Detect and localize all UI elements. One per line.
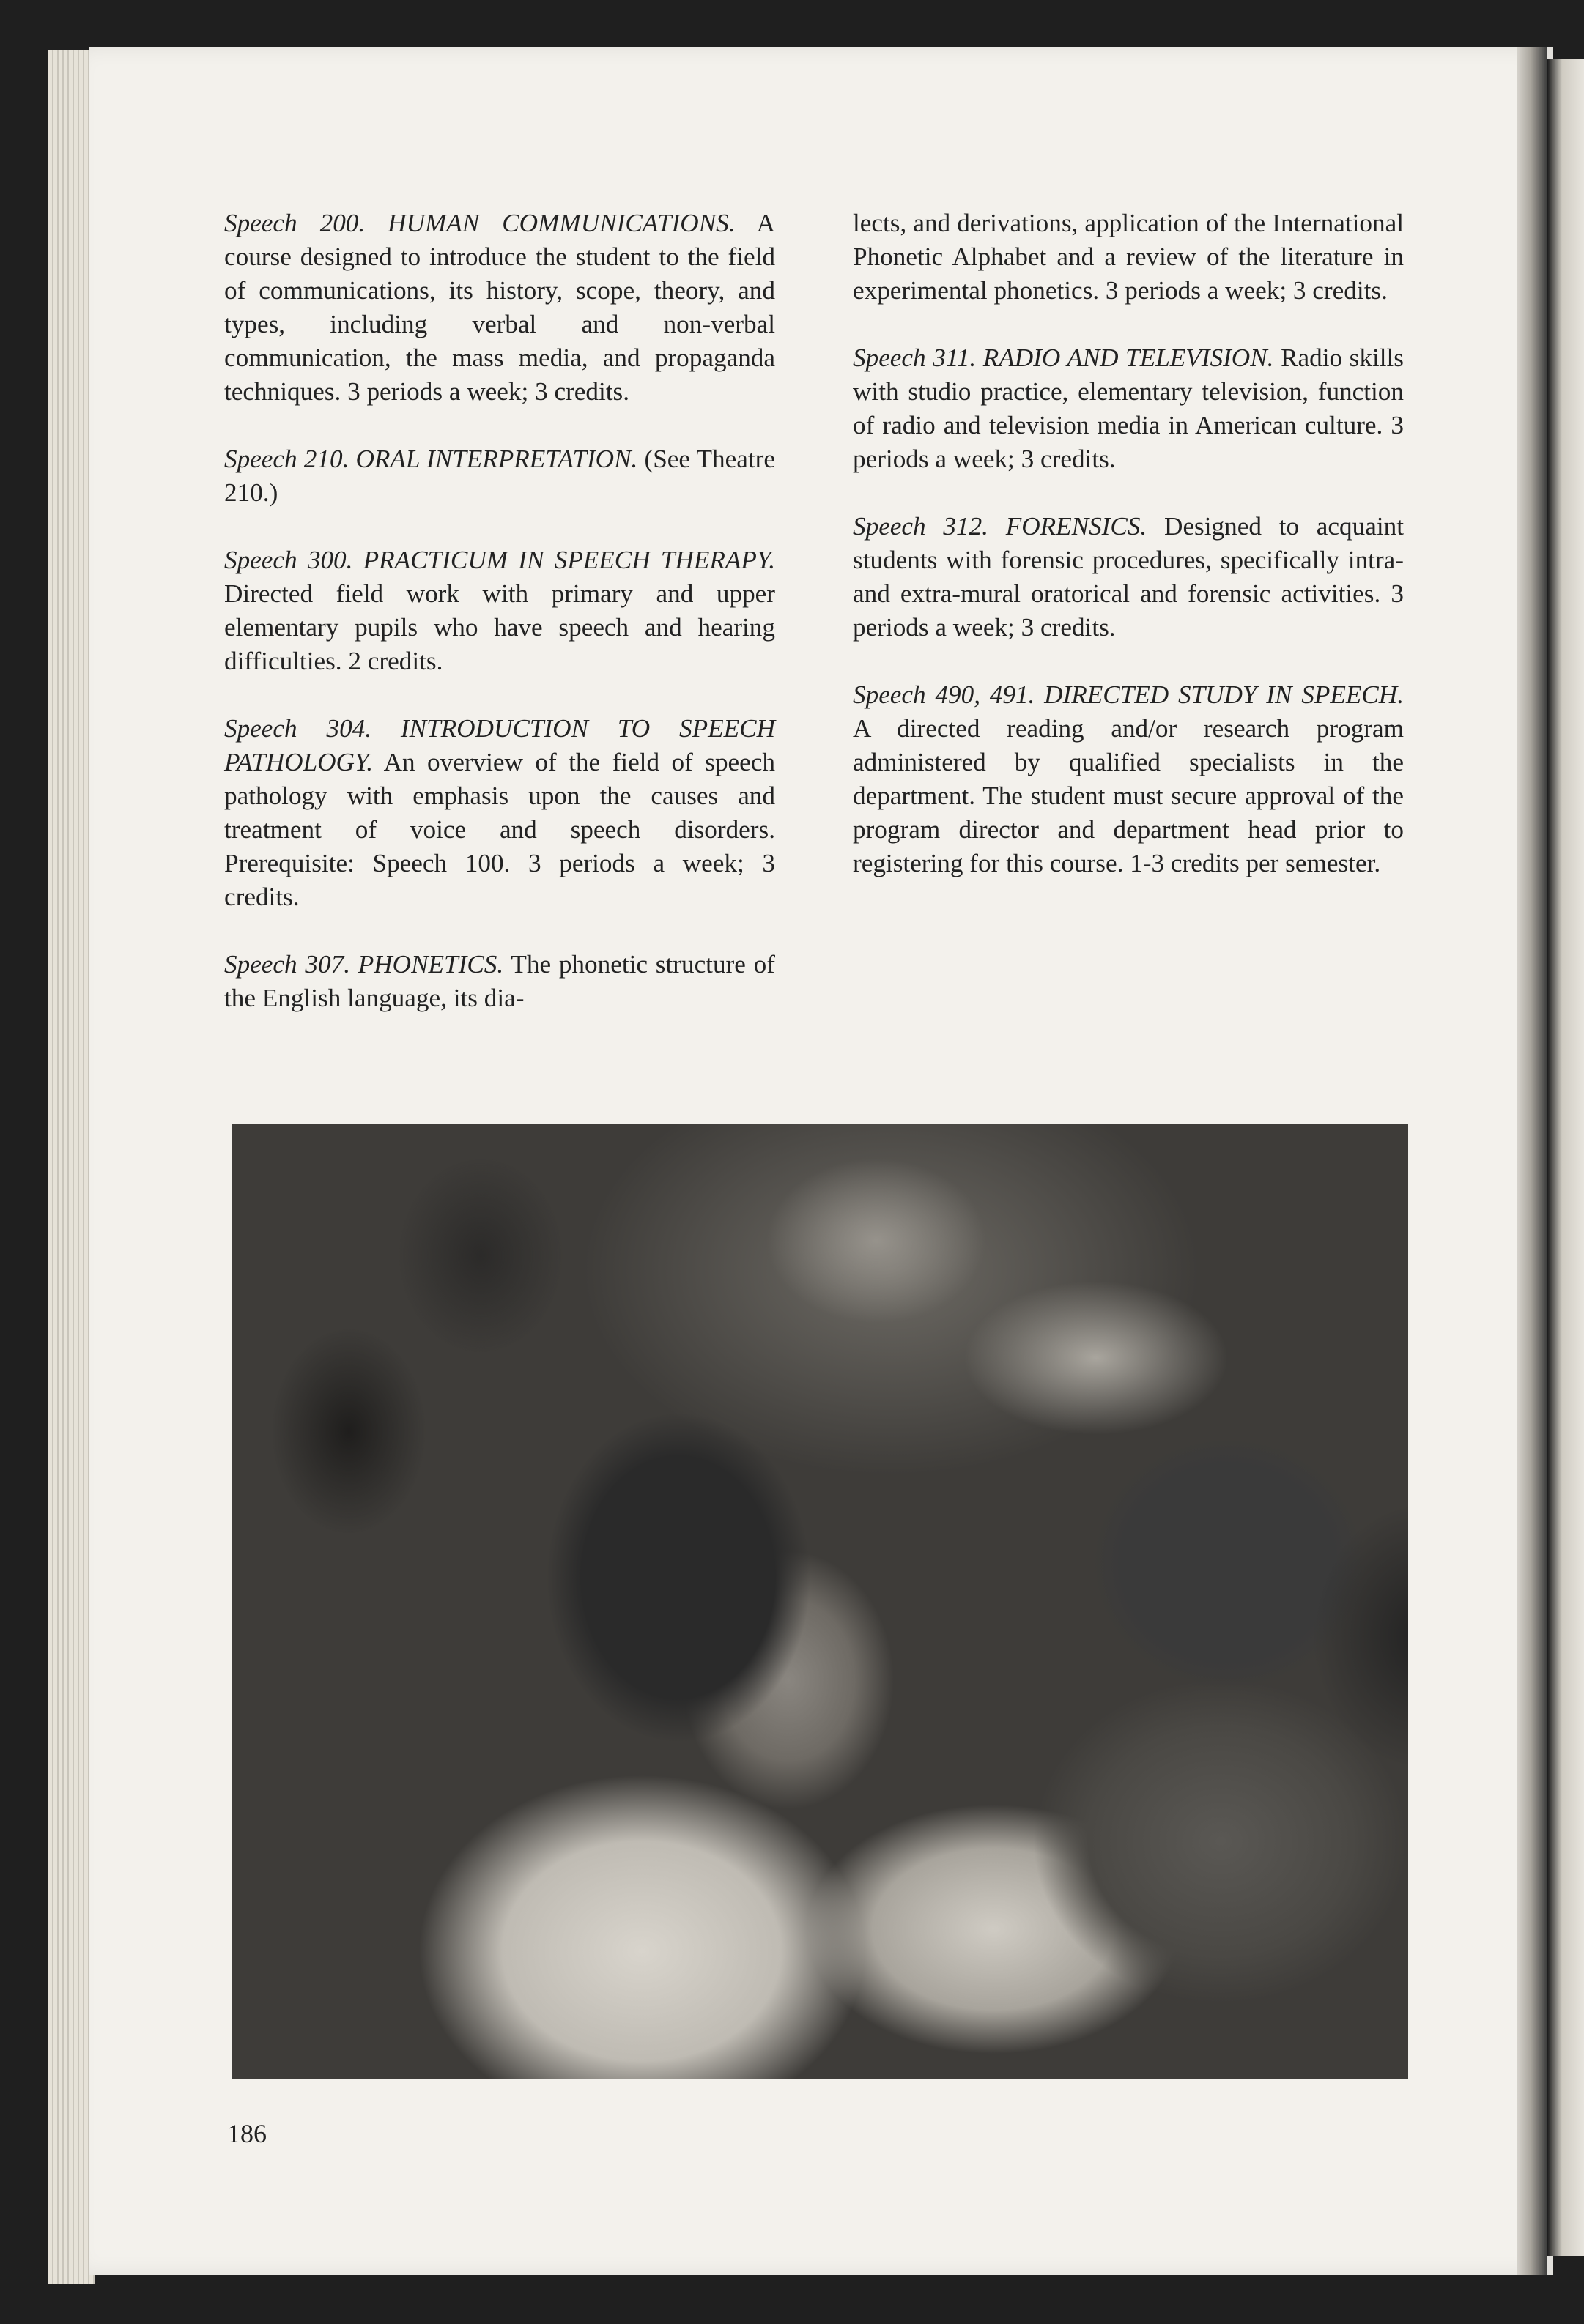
course-entry-speech-300	[224, 543, 775, 678]
course-description: (See Theatre 210.)	[224, 445, 775, 507]
course-description: The phonetic structure of the English language, its dia-	[224, 950, 775, 1012]
course-description: lects, and derivations, application of the International Phonetic Alphabet and a review of the literature in experimental phonetics. 3 periods a week; 3 credits.	[853, 209, 1404, 305]
course-description: A course designed to introduce the student to the field of communications, its history, scope, theory, and types, including verbal and non-verbal communication, the mass media, and propaganda techniques. 3 periods a week; 3 credits.	[224, 209, 775, 406]
speech-therapy-photograph	[232, 1124, 1408, 2079]
course-title: Speech 307. PHONETICS.	[224, 950, 504, 979]
course-entry-speech-200	[224, 207, 775, 409]
course-title: Speech 490, 491. DIRECTED STUDY IN SPEECH.	[853, 680, 1404, 709]
course-description: A directed reading and/or research program administered by qualified specialists in the department. The student must secure approval of the program director and department head prior to registering for this course. 1-3 credits per semester.	[853, 714, 1404, 877]
course-title: Speech 312. FORENSICS.	[853, 512, 1147, 541]
course-entry-speech-490-491	[853, 678, 1404, 880]
course-entry-speech-304	[224, 712, 775, 914]
course-description: Directed field work with primary and upper elementary pupils who have speech and hearing difficulties. 2 credits.	[224, 579, 775, 675]
course-title: Speech 300. PRACTICUM IN SPEECH THERAPY.	[224, 546, 775, 574]
photo-background-figures	[232, 1124, 1408, 2079]
right-column	[853, 207, 1404, 914]
course-entry-speech-210	[224, 442, 775, 510]
binding-gutter	[1517, 47, 1547, 2275]
page-number: 186	[227, 2119, 267, 2148]
course-title: Speech 311. RADIO AND TELEVISION.	[853, 344, 1274, 372]
facing-page-edge	[1547, 59, 1584, 2256]
course-title: Speech 210. ORAL INTERPRETATION.	[224, 445, 638, 473]
course-entry-speech-312	[853, 510, 1404, 645]
page-stack-edges	[48, 50, 95, 2284]
course-entry-speech-307-continued	[853, 207, 1404, 308]
course-description: Designed to acquaint students with forensic procedures, specifically intra- and extra-mural oratorical and forensic activities. 3 periods a week; 3 credits.	[853, 512, 1404, 642]
course-description: Radio skills with studio practice, elementary television, function of radio and television media in American culture. 3 periods a week; 3 credits.	[853, 344, 1404, 473]
course-title: Speech 304. INTRODUCTION TO SPEECH PATHOLOGY.	[224, 714, 775, 776]
left-column	[224, 207, 775, 1049]
course-title: Speech 200. HUMAN COMMUNICATIONS.	[224, 209, 736, 237]
course-entry-speech-311	[853, 341, 1404, 476]
course-description: An overview of the field of speech pathology with emphasis upon the causes and treatment of voice and speech disorders. Prerequisite: Speech 100. 3 periods a week; 3 credits.	[224, 748, 775, 911]
course-entry-speech-307	[224, 948, 775, 1015]
